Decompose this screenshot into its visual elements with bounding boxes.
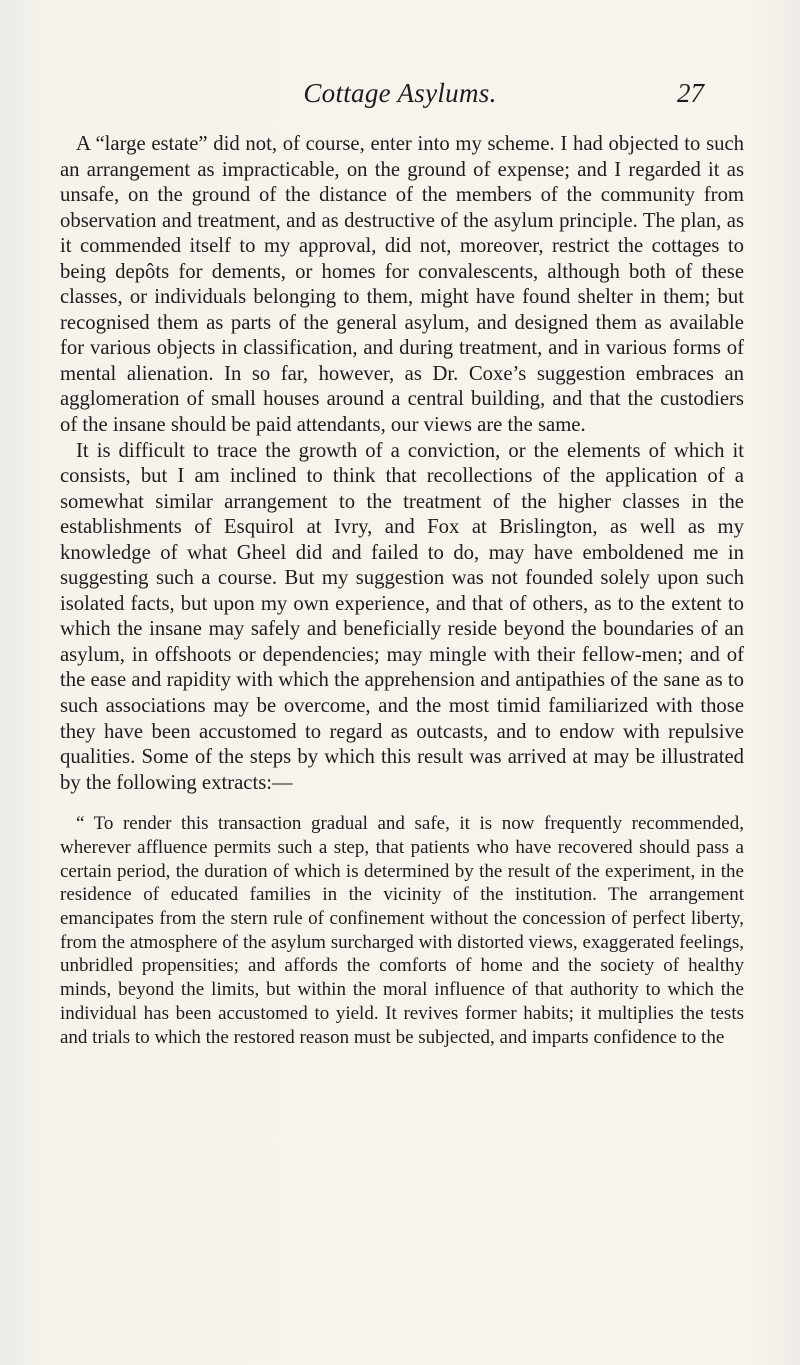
page-body <box>60 132 744 1049</box>
block-quote-extract: “ To render this transaction gradual and safe, it is now frequently recommended, wherever affluence permits such a step, that patients who have recovered should pass a certain period, the duration of which is determined by the result of the experiment, in the residence of educated families in the vicinity of the institution. The arrangement emancipates from the stern rule of confinement without the concession of perfect liberty, from the atmosphere of the asylum surcharged with distorted views, exaggerated feelings, unbridled propensities; and affords the comforts of home and the society of healthy minds, beyond the limits, but within the moral influence of that authority to which the individual has been accustomed to yield. It revives former habits; it multiplies the tests and trials to which the restored reason must be subjected, and imparts confidence to the <box>60 813 744 1048</box>
page-number: 27 <box>677 78 704 108</box>
running-title: Cottage Asylums. <box>303 78 497 108</box>
page-header <box>0 78 800 114</box>
paragraph-large-estate: A “large estate” did not, of course, enter into my scheme. I had objected to such an arrangement as impracticable, on the ground of expense; and I regarded it as unsafe, on the ground of the distance of the members of the community from observation and treatment, and as destructive of the asylum principle. The plan, as it commended itself to my approval, did not, moreover, restrict the cottages to being depôts for dements, or homes for convalescents, although both of these classes, or individuals belonging to them, might have found shelter in them; but recognised them as parts of the general asylum, and designed them as available for various objects in classification, and during treatment, and in various forms of mental alienation. In so far, however, as Dr. Coxe’s suggestion embraces an agglomeration of small houses around a central building, and that the custodiers of the insane should be paid attendants, our views are the same. <box>60 133 744 437</box>
paragraph-growth-of-conviction: It is difficult to trace the growth of a conviction, or the elements of which it consists, but I am inclined to think that recollections of the application of a somewhat similar arrangement to the treatment of the higher classes in the establishments of Esquirol at Ivry, and Fox at Brislington, as well as my knowledge of what Gheel did and failed to do, may have emboldened me in suggesting such a course. But my suggestion was not founded solely upon such isolated facts, but upon my own experience, and that of others, as to the extent to which the insane may safely and beneficially reside beyond the boundaries of an asylum, in offshoots or dependencies; may mingle with their fellow-men; and of the ease and rapidity with which the apprehension and antipathies of the sane as to such associations may be overcome, and the most timid familiarized with those they have been accustomed to regard as outcasts, and to endow with repulsive qualities. Some of the steps by which this result was arrived at may be illustrated by the following extracts:— <box>60 439 744 794</box>
